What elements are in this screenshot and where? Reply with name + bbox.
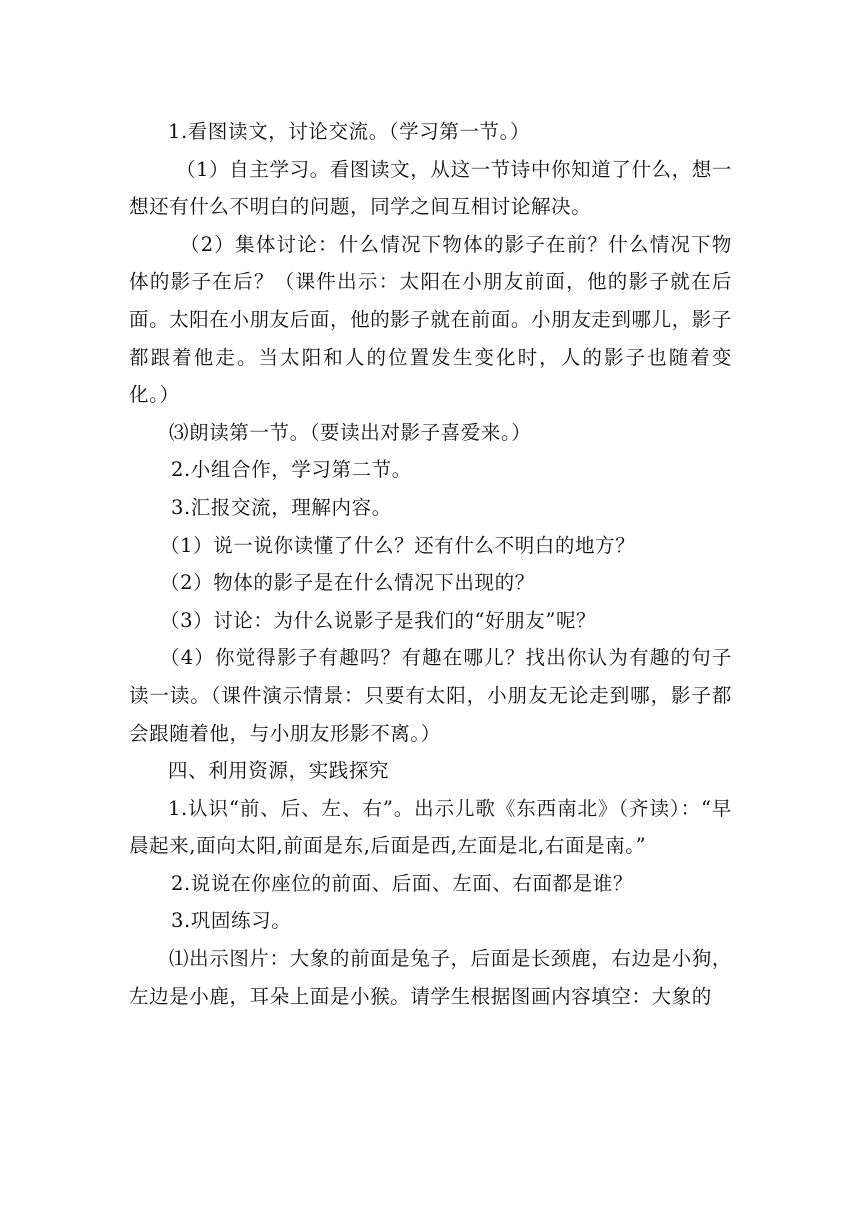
- document-body: [129, 113, 732, 1015]
- paragraph-question-1: （1）说一说你读懂了什么？还有什么不明白的地方？: [160, 533, 636, 557]
- paragraph-directions-song: 1.认识“前、后、左、右”。出示儿歌《东西南北》（齐读）：“早晨起来,面向太阳,前面是东,后面是西,左面是北,右面是南。”: [129, 796, 732, 858]
- paragraph-question-3: （3）讨论：为什么说影子是我们的“好朋友”呢？: [160, 608, 597, 632]
- paragraph-question-4: （4）你觉得影子有趣吗？有趣在哪儿？找出你认为有趣的句子读一读。（课件演示情景：只要有太阳，小朋友无论走到哪，影子都会跟随着他，与小朋友形影不离。）: [129, 646, 732, 745]
- paragraph-read-aloud: ⑶朗读第一节。（要读出对影子喜爱来。）: [169, 420, 532, 444]
- paragraph-step-1: 1.看图读文，讨论交流。（学习第一节。）: [168, 120, 531, 143]
- paragraph-step-2: 2.小组合作，学习第二节。: [171, 458, 412, 482]
- paragraph-seat-directions: 2.说说在你座位的前面、后面、左面、右面都是谁？: [171, 871, 634, 895]
- paragraph-group-discussion: （2）集体讨论：什么情况下物体的影子在前？什么情况下物体的影子在后？（课件出示：太阳在小朋友前面，他的影子就在后面。太阳在小朋友后面，他的影子就在前面。小朋友走到哪儿，影子都跟着他走。当太阳和人的位置发生变化时，人的影子也随着变化。）: [129, 232, 733, 407]
- paragraph-question-2: （2）物体的影子是在什么情况下出现的？: [160, 571, 535, 595]
- paragraph-self-study: （1）自主学习。看图读文，从这一节诗中你知道了什么，想一想还有什么不明白的问题，同学之间互相讨论解决。: [129, 157, 732, 219]
- paragraph-practice: 3.巩固练习。: [171, 909, 292, 933]
- paragraph-step-3: 3.汇报交流，理解内容。: [171, 495, 392, 519]
- paragraph-picture-exercise: ⑴出示图片：大象的前面是兔子，后面是长颈鹿，右边是小狗，左边是小鹿，耳朵上面是小猴。请学生根据图画内容填空：大象的: [129, 947, 732, 1008]
- section-heading-practice: 四、利用资源，实践探究: [168, 759, 390, 783]
